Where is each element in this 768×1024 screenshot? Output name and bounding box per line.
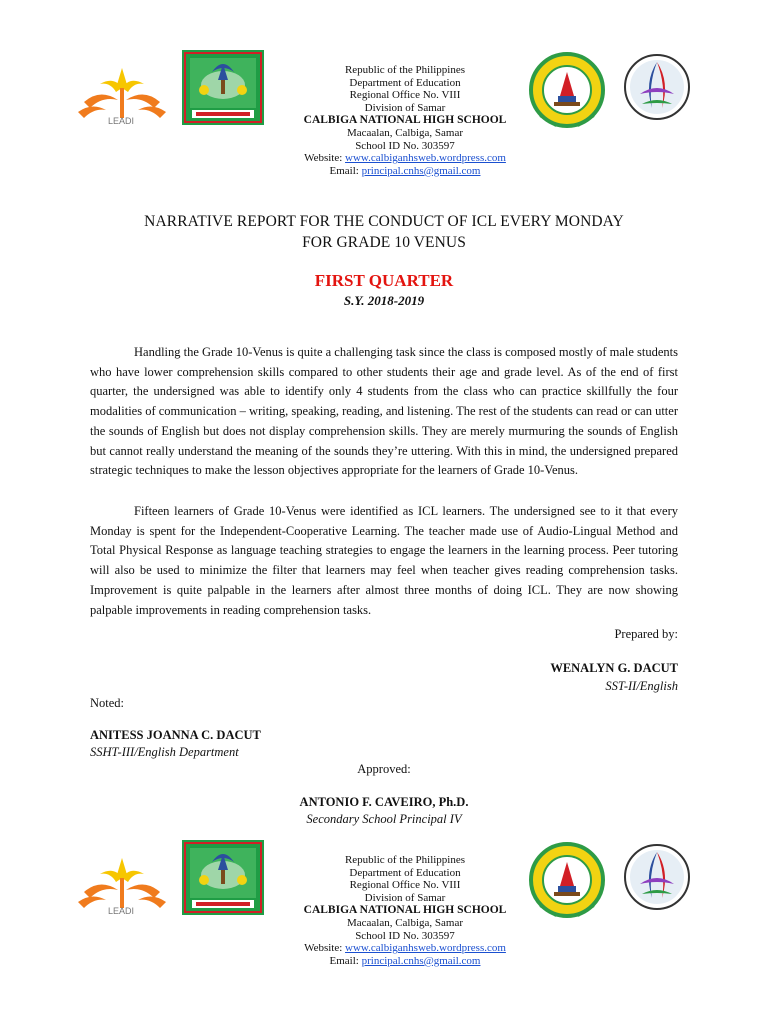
school-seal-logo [526,52,608,130]
email-link[interactable]: principal.cnhs@gmail.com [361,164,481,177]
letterhead-text [240,64,570,177]
report-title-line1: NARRATIVE REPORT FOR THE CONDUCT OF ICL EVERY MONDAY [144,213,624,230]
approved-label: Approved: [357,762,411,776]
leadi-logo [76,856,168,916]
email-line [240,165,570,178]
website-link[interactable]: www.calbiganhsweb.wordpress.com [345,942,506,955]
noted-by-name: ANITESS JOANNA C. DACUT [90,728,261,742]
email-line [240,955,570,968]
division-line: Division of Samar [364,891,446,904]
website-link[interactable]: www.calbiganhsweb.wordpress.com [345,152,506,165]
school-name: CALBIGA NATIONAL HIGH SCHOOL [303,904,507,917]
republic-line: Republic of the Philippines [344,64,466,76]
website-line [240,152,570,165]
website-label: Website: [304,152,346,165]
school-year: S.Y. 2018-2019 [343,293,425,308]
letterhead-text [240,854,570,967]
republic-line: Republic of the Philippines [344,854,466,866]
email-link[interactable]: principal.cnhs@gmail.com [361,954,481,967]
email-label: Email: [329,164,362,177]
department-line: Department of Education [349,866,461,879]
leadi-logo [76,66,168,126]
prepared-by-label: Prepared by: [614,627,678,641]
prepared-by-name: WENALYN G. DACUT [550,661,678,675]
school-address: Macaalan, Calbiga, Samar [346,916,464,929]
division-line: Division of Samar [364,101,446,114]
quarter-heading: FIRST QUARTER [314,271,454,290]
paragraph-1: Handling the Grade 10-Venus is quite a challenging task since the class is composed mostly of male students who have lower comprehension skills compared to other students their age and grade level. As of the end of first quarter, the undersigned was able to identify only 4 students from the class who can practice skillfully the four modalities of communication – writing, speaking, reading, and listening. The rest of the students can read or can utter the sounds of English but does not display comprehension skills. They are merely murmuring the sounds of English but cannot really understand the meaning of the sounds they’re uttering. With this in mind, the undersigned prepared strategic techniques to make the lesson objectives appropriate for the learners of Grade 10-Venus. [90,345,678,478]
website-line [240,942,570,955]
deped-logo [624,842,690,912]
noted-label: Noted: [90,696,125,710]
leadi-logo-text: LEADI [108,906,135,916]
school-id: School ID No. 303597 [355,139,455,152]
website-label: Website: [304,942,346,955]
school-seal-logo [526,842,608,920]
school-id: School ID No. 303597 [355,929,455,942]
letterhead-bottom [0,830,768,970]
report-title [0,211,768,253]
report-title-line2: FOR GRADE 10 VENUS [302,234,466,251]
deped-logo [624,52,690,122]
region-line: Regional Office No. VIII [349,879,461,892]
approved-by-position: Secondary School Principal IV [306,812,462,826]
email-label: Email: [329,954,362,967]
paragraph-2: Fifteen learners of Grade 10-Venus were identified as ICL learners. The undersigned see to it that every Monday is spent for the Independent-Cooperative Learning. The teacher made use of Audio-Lingual Method and Total Physical Response as language teaching strategies to engage the learners in the learning process. Peer tutoring will also be used to minimize the filter that learners may feel when teacher gives reading comprehension tasks. Improvement is quite palpable in the learners after almost three months of doing ICL. They are now showing palpable improvements in reading comprehension tasks. [90,504,678,617]
noted-by-position: SSHT-III/English Department [90,745,239,759]
approved-by-name: ANTONIO F. CAVEIRO, Ph.D. [299,795,469,809]
department-line: Department of Education [349,76,461,89]
school-name: CALBIGA NATIONAL HIGH SCHOOL [303,114,507,127]
letterhead-top [0,40,768,180]
leadi-logo-text: LEADI [108,116,135,126]
region-line: Regional Office No. VIII [349,89,461,102]
school-address: Macaalan, Calbiga, Samar [346,126,464,139]
prepared-by-position: SST-II/English [605,679,678,693]
